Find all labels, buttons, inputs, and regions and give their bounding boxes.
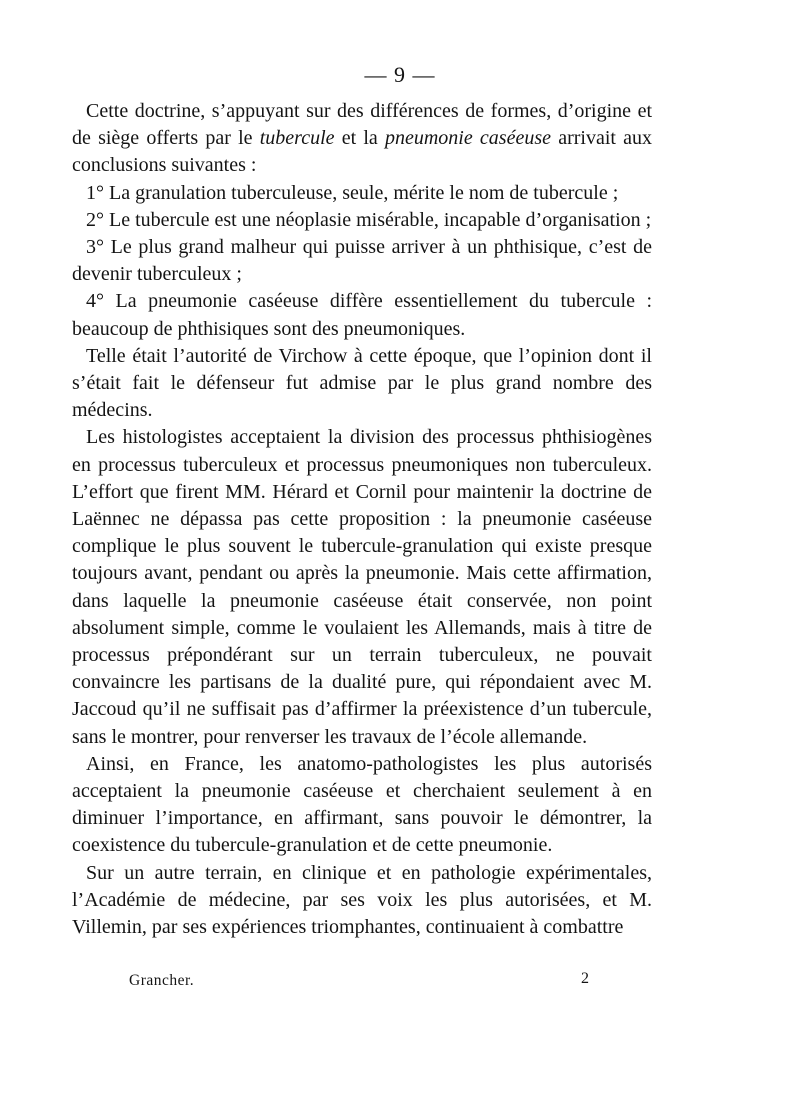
italic-term: pneumonie caséeuse <box>384 127 552 150</box>
page-number: — 9 — <box>364 62 436 87</box>
paragraph-virchow: Telle était l’autorité de Virchow à cette époque, que l’opinion dont il s’était fait le défenseur fut admise par le plus grand nombre des médecins. <box>72 344 652 422</box>
body-text <box>72 98 652 941</box>
footer-author: Grancher. <box>129 972 195 989</box>
paragraph-france: Ainsi, en France, les anatomo-pathologistes les plus autorisés acceptaient la pneumonie caséeuse et cherchaient seulement à en diminuer l’importance, en affirmant, sans pouvoir le démontrer, la coexistence du tubercule-granulation et de cette pneumonie. <box>72 752 652 857</box>
conclusion-2: 2° Le tubercule est une néoplasie misérable, incapable d’organisation ; <box>86 208 652 231</box>
paragraph-doctrine: Cette doctrine, s’appuyant sur des différences de formes, d’origine et de siège offerts par le tubercule et la pneumonie caséeuse arrivait aux conclusions suivantes : <box>72 100 653 177</box>
conclusion-1: 1° La granulation tuberculeuse, seule, mérite le nom de tubercule ; <box>86 181 619 204</box>
paragraph-academy: Sur un autre terrain, en clinique et en pathologie expérimentales, l’Académie de médecine, par ses voix les plus autorisées, et M. Villemin, par ses expériences triomphantes, continuaient à combattre <box>72 861 652 939</box>
italic-term: tubercule <box>259 127 335 150</box>
conclusion-3: 3° Le plus grand malheur qui puisse arriver à un phthisique, c’est de devenir tuberculeux ; <box>72 236 652 286</box>
paragraph-histologists: Les histologistes acceptaient la division des processus phthisiogènes en processus tuberculeux et processus pneumoniques non tuberculeux. L’effort que firent MM. Hérard et Cornil pour maintenir la doctrine de Laënnec ne dépassa pas cette proposition : la pneumonie caséeuse complique le plus souvent le tubercule-granulation qui existe presque toujours avant, pendant ou après la pneumonie. Mais cette affirmation, dans laquelle la pneumonie caséeuse était conservée, non point absolument simple, comme le voulaient les Allemands, mais à titre de processus prépondérant sur un terrain tuberculeux, ne pouvait convaincre les partisans de la dualité pure, qui répondaient avec M. Jaccoud qu’il ne suffisait pas d’affirmer la préexistence d’un tubercule, sans le montrer, pour renverser les travaux de l’école allemande. <box>72 426 652 748</box>
signature-mark: 2 <box>581 970 589 987</box>
conclusion-4: 4° La pneumonie caséeuse diffère essentiellement du tubercule : beaucoup de phthisiques sont des pneumoniques. <box>72 290 652 340</box>
